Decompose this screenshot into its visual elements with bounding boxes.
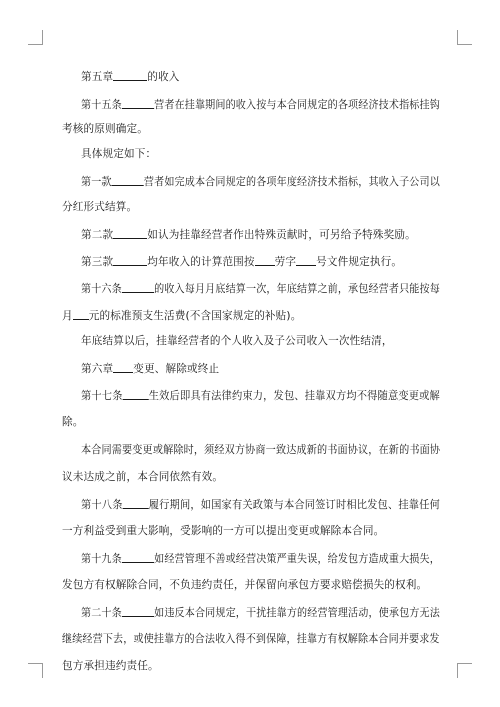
fill-blank — [123, 388, 149, 400]
clause-3-line: 第三款 均年收入的计算范围按 劳字 号文件规定执行。 — [81, 256, 403, 268]
crop-mark-top-right — [457, 30, 472, 45]
article-16-line-2: 月 元的标准预支生活费(不含国家规定的补贴)。 — [62, 310, 302, 322]
amendment-line-1: 本合同需要变更或解除时，须经双方协商一致达成新的书面协议，在新的书面协 — [81, 444, 441, 456]
fill-blank — [255, 254, 275, 266]
chapter-5-heading: 第五章 的收入 — [81, 71, 180, 83]
fill-blank — [122, 281, 154, 293]
article-16-line-1: 第十六条 的收入每月月底结算一次，年底结算之前，承包经营者只能按每 — [81, 283, 440, 295]
article-18-line-1: 第十八条 履行期间，如国家有关政策与本合同签订时相比发包、挂靠任何 — [81, 499, 440, 511]
clause-1-line-1: 第一款 营者如完成本合同规定的各项年度经济技术指标，其收入子公司以 — [81, 176, 440, 188]
fill-blank — [113, 361, 133, 373]
amendment-line-2: 议未达成之前，本合同依然有效。 — [62, 471, 224, 483]
article-15-line-1: 第十五条 营者在挂靠期间的收入按与本合同规定的各项经济技术指标挂钩 — [81, 99, 440, 111]
crop-mark-top-left — [28, 30, 43, 45]
article-20-line-2: 继续经营下去，或使挂靠方的合法收入得不到保障，挂靠方有权解除本合同并要求发 — [62, 633, 440, 645]
fill-blank — [113, 254, 147, 266]
fill-blank — [112, 174, 144, 186]
fill-blank — [122, 97, 154, 109]
year-end-settlement-line: 年底结算以后，挂靠经营者的个人收入及子公司收入一次性结清， — [81, 335, 393, 347]
fill-blank — [296, 254, 316, 266]
fill-blank — [122, 605, 154, 617]
article-18-line-2: 一方利益受到重大影响，受影响的一方可以提出变更或解除本合同。 — [62, 525, 385, 537]
article-17-line-1: 第十七条 生效后即具有法律约束力，发包、挂靠双方均不得随意变更或解 — [81, 390, 440, 402]
fill-blank — [122, 551, 154, 563]
details-intro: 具体规定如下： — [81, 148, 157, 160]
crop-mark-bottom-left — [28, 663, 43, 678]
article-15-line-2: 考核的原则确定。 — [62, 123, 148, 135]
fill-blank — [113, 69, 147, 81]
clause-1-line-2: 分红形式结算。 — [62, 201, 138, 213]
fill-blank — [73, 308, 89, 320]
clause-2-line: 第二款 如认为挂靠经营者作出特殊贡献时，可另给予特殊奖励。 — [81, 229, 416, 241]
fill-blank — [123, 497, 149, 509]
article-17-line-2: 除。 — [62, 416, 84, 428]
article-20-line-3: 包方承担违约责任。 — [62, 660, 159, 672]
article-19-line-1: 第十九条 如经营管理不善或经营决策严重失误，给发包方造成重大损失， — [81, 553, 440, 565]
chapter-6-heading: 第六章 变更、解除或终止 — [81, 363, 220, 375]
fill-blank — [113, 227, 147, 239]
crop-mark-bottom-right — [457, 663, 472, 678]
article-20-line-1: 第二十条 如违反本合同规定，干扰挂靠方的经营管理活动，使承包方无法 — [81, 607, 440, 619]
article-19-line-2: 发包方有权解除合同，不负违约责任，并保留向承包方要求赔偿损失的权利。 — [62, 579, 428, 591]
